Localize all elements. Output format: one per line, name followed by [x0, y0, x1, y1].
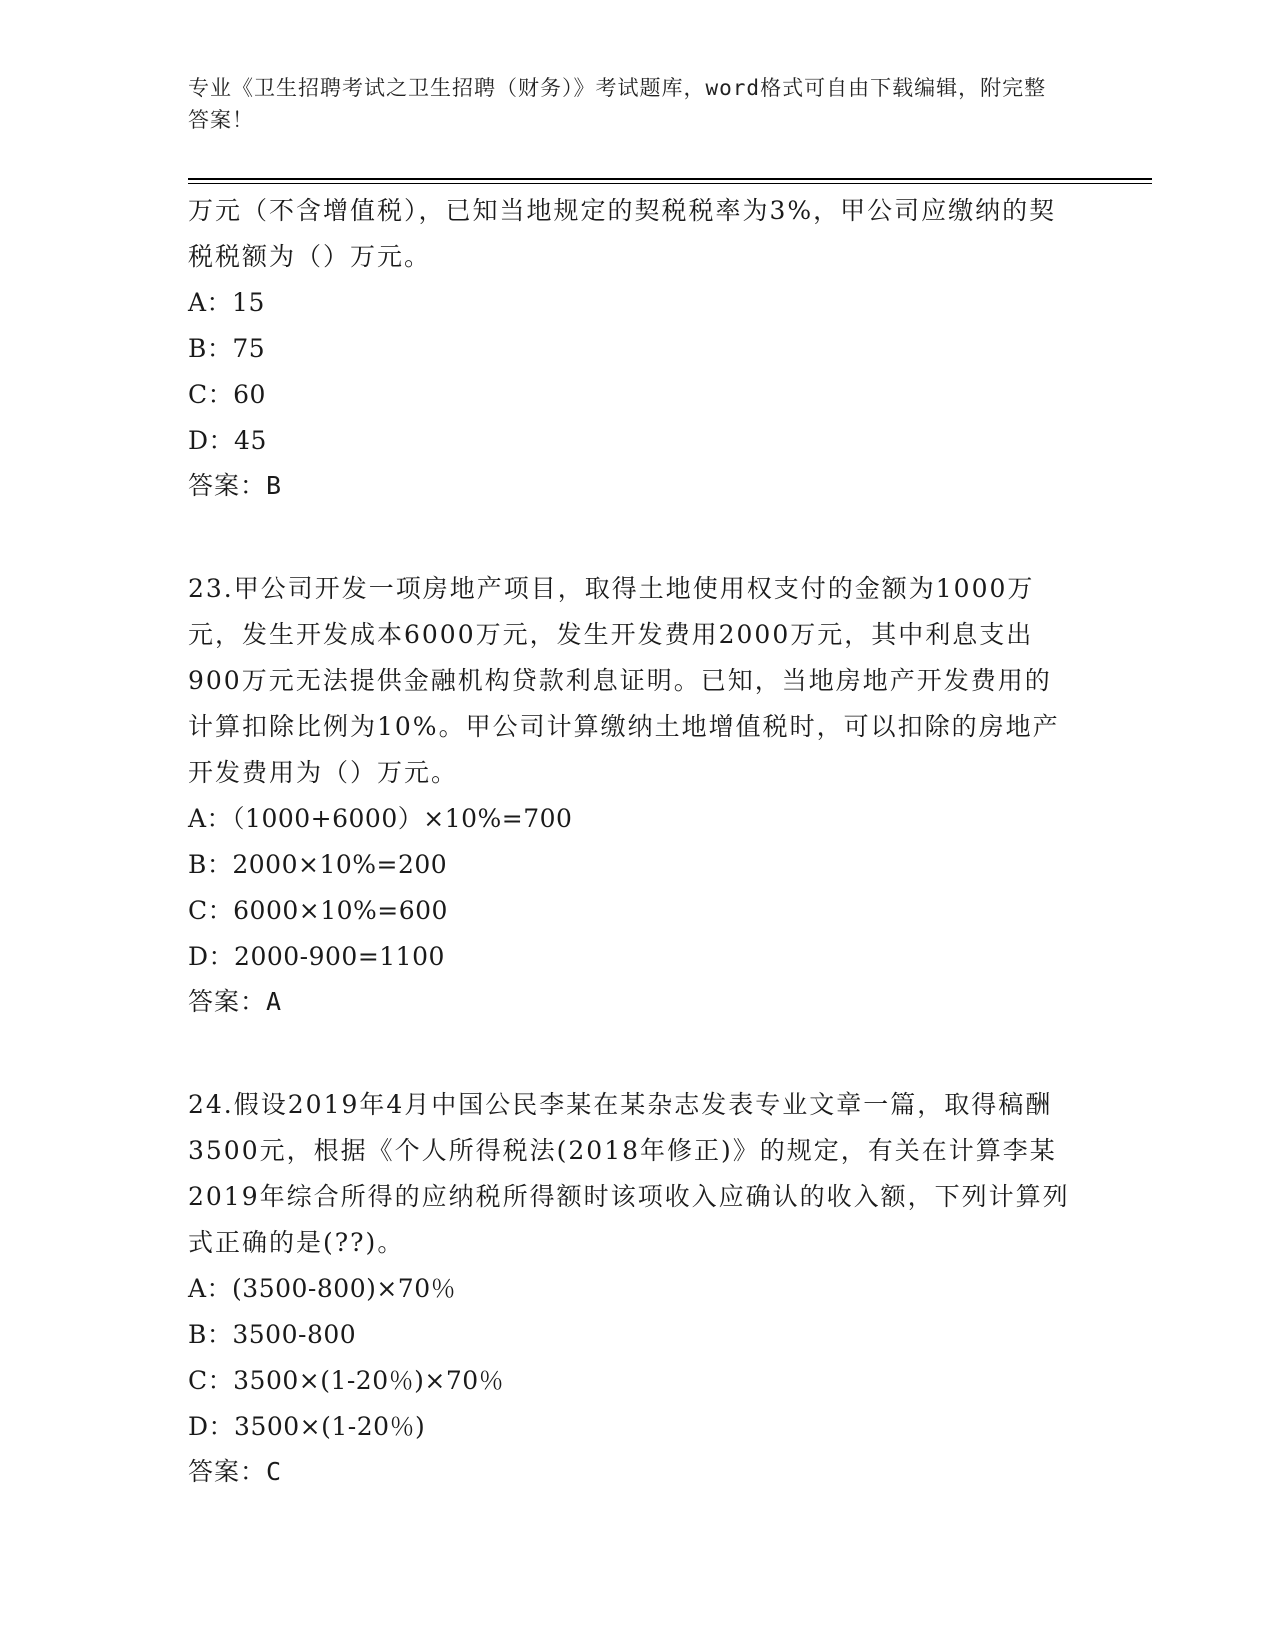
question-block — [188, 188, 1078, 508]
option-b: B：75 — [188, 334, 266, 363]
question-block — [188, 566, 1078, 1024]
option-c: C：6000×10%=600 — [188, 896, 448, 925]
question-text: 23.甲公司开发一项房地产项目，取得土地使用权支付的金额为1000万元，发生开发成本6000万元，发生开发费用2000万元，其中利息支出900万元无法提供金融机构贷款利息证明。已知，当地房地产开发费用的计算扣除比例为10%。甲公司计算缴纳土地增值税时，可以扣除的房地产开发费用为（）万元。 — [188, 574, 1060, 787]
question-block — [188, 1082, 1078, 1494]
option-a: A：（1000+6000）×10%=700 — [188, 804, 573, 833]
option-d: D：45 — [188, 426, 267, 455]
header-divider-thin — [188, 183, 1152, 184]
option-b: B：2000×10%=200 — [188, 850, 448, 879]
question-text: 万元（不含增值税），已知当地规定的契税税率为3%，甲公司应缴纳的契税税额为（）万元。 — [188, 196, 1057, 271]
option-a: A：(3500-800)×70％ — [188, 1274, 457, 1303]
option-b: B：3500-800 — [188, 1320, 357, 1349]
option-c: C：3500×(1-20％)×70％ — [188, 1366, 505, 1395]
answer-line: 答案：B — [188, 471, 283, 500]
option-a: A：15 — [188, 288, 265, 317]
option-c: C：60 — [188, 380, 266, 409]
option-d: D：3500×(1-20％) — [188, 1412, 426, 1441]
option-d: D：2000-900=1100 — [188, 942, 445, 971]
question-text: 24.假设2019年4月中国公民李某在某杂志发表专业文章一篇，取得稿酬3500元，根据《个人所得税法(2018年修正)》的规定，有关在计算李某2019年综合所得的应纳税所得额时该项收入应确认的收入额，下列计算列式正确的是(??)。 — [188, 1090, 1070, 1257]
header-divider-thick — [188, 178, 1152, 180]
answer-line: 答案：A — [188, 987, 283, 1016]
answer-line: 答案：C — [188, 1457, 283, 1486]
question-list — [188, 188, 1078, 1494]
document-header: 专业《卫生招聘考试之卫生招聘（财务）》考试题库，word格式可自由下载编辑，附完整答案！ — [188, 76, 1047, 132]
